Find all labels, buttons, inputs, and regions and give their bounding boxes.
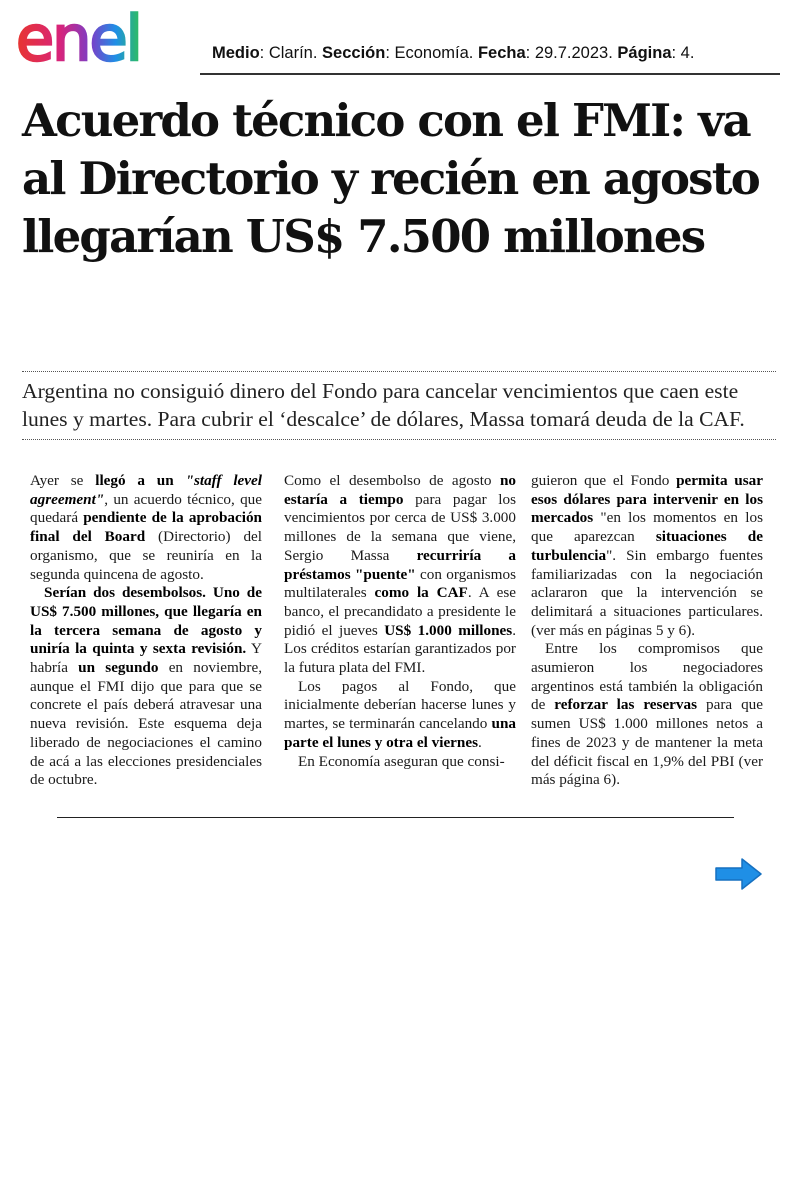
svg-text:enel: enel xyxy=(16,8,141,66)
article-paragraph xyxy=(284,753,516,772)
header-divider xyxy=(200,73,780,75)
enel-logo xyxy=(16,8,181,66)
publication-meta: Medio: Clarín. Sección: Economía. Fecha: 29.7.2023. Página: 4. xyxy=(212,44,695,62)
text-run: , un acuerdo técnico, que quedará xyxy=(30,490,262,527)
arrow-shape xyxy=(716,859,761,889)
article-paragraph xyxy=(284,678,516,753)
bold-text: US$ 1.000 millones xyxy=(384,621,513,639)
bold-text: reforzar las reservas xyxy=(554,696,698,714)
article-paragraph xyxy=(531,640,763,790)
bold-text: una parte el lunes y otra el viernes xyxy=(284,715,516,751)
bold-text: permita usar esos dólares para intervenir en los mercados xyxy=(531,472,763,527)
fecha-label: Fecha xyxy=(477,44,526,62)
seccion-value: Economía xyxy=(394,44,469,62)
deck-bottom-rule xyxy=(22,439,776,440)
pagina-label: Página xyxy=(617,44,672,62)
text-run: en noviembre, aunque el FMI dijo que para que se concrete el país deberá atravesar una nueva revisión. Este esquema deja liberado de negociaciones el camino de acá a las elecciones presidenciales de octubre. xyxy=(30,659,262,789)
bold-text: no estaría a tiempo xyxy=(284,472,516,508)
headline xyxy=(22,92,792,266)
text-run: "en los momentos en los que aparezcan xyxy=(531,509,763,546)
fecha-value: 29.7.2023 xyxy=(534,44,609,62)
bold-text: situaciones de turbulencia xyxy=(531,528,763,564)
text-run: Ayer se xyxy=(30,472,96,489)
deck-line: lunes y martes. Para cubrir el ‘descalce’ de dólares, Massa tomará deuda de la CAF. xyxy=(22,407,745,431)
headline-line: Acuerdo técnico con el FMI: va xyxy=(22,94,750,147)
article-paragraph xyxy=(30,584,262,790)
headline-line: al Directorio y recién en agosto xyxy=(22,152,759,205)
bold-text: llegó a un xyxy=(95,472,186,489)
arrow-right-icon[interactable] xyxy=(712,856,764,892)
text-run: para pagar los vencimientos por cerca de US$ 3.000 millones de la semana que viene, Sergio Massa xyxy=(284,490,516,564)
text-run: (Directorio) del organismo, que se reuniría en la segunda quincena de agosto. xyxy=(30,528,262,583)
deck-top-rule xyxy=(22,371,776,372)
text-run: ". Sin embargo fuentes familiarizadas con la negociación aclararon que la intervención se delimitará a situaciones particulares. (ver más en páginas 5 y 6). xyxy=(531,546,763,639)
article-end-rule xyxy=(57,817,734,818)
headline-line: llegarían US$ 7.500 millones xyxy=(22,210,705,263)
text-run: Los pagos al Fondo, que inicialmente deberían hacerse lunes y martes, se terminarán cancelando xyxy=(284,677,516,733)
deck-line: Argentina no consiguió dinero del Fondo para cancelar vencimientos que caen este xyxy=(22,379,739,403)
bold-text: Serían dos desembolsos. Uno de US$ 7.500 millones, que llegaría en la tercera semana de agosto y uniría la quinta y sexta revisión. xyxy=(30,584,262,658)
text-run: . xyxy=(478,733,482,751)
deck xyxy=(22,377,782,433)
article-paragraph xyxy=(284,472,516,678)
article-column-2 xyxy=(284,472,516,771)
bold-text: "staff level agreement" xyxy=(30,472,262,508)
text-run: Y habría xyxy=(30,640,262,677)
text-run: Como el desembolso de agosto xyxy=(284,472,500,489)
article-paragraph xyxy=(531,472,763,640)
text-run: para que sumen US$ 1.000 millones netos a fines de 2023 y de mantener la meta del déficit fiscal en 1,9% del PBI (ver más página 6). xyxy=(531,696,763,789)
bold-text: pendiente de la aprobación final del Board xyxy=(30,509,262,546)
text-run: con organismos multilaterales xyxy=(284,565,516,602)
text-run: . A ese banco, el precandidato a presidente le pidió el jueves xyxy=(284,584,517,639)
seccion-label: Sección xyxy=(322,44,386,62)
pagina-value: 4 xyxy=(680,44,690,62)
text-run: Entre los compromisos que asumieron los negociadores argentinos está también la obligación de xyxy=(531,640,763,714)
article-column-3 xyxy=(531,472,763,790)
text-run: guieron que el Fondo xyxy=(531,472,677,489)
bold-text: un segundo xyxy=(78,659,159,677)
article-column-1 xyxy=(30,472,262,790)
bold-text: como la CAF xyxy=(374,584,468,602)
medio-label: Medio xyxy=(212,44,260,62)
text-run: . Los créditos estarían garantizados por la futura plata del FMI. xyxy=(284,621,516,677)
text-run: En Economía aseguran que consi- xyxy=(298,752,505,770)
article-paragraph xyxy=(30,472,262,584)
bold-text: recurriría a préstamos "puente" xyxy=(284,546,516,583)
medio-value: Clarín xyxy=(268,44,313,62)
